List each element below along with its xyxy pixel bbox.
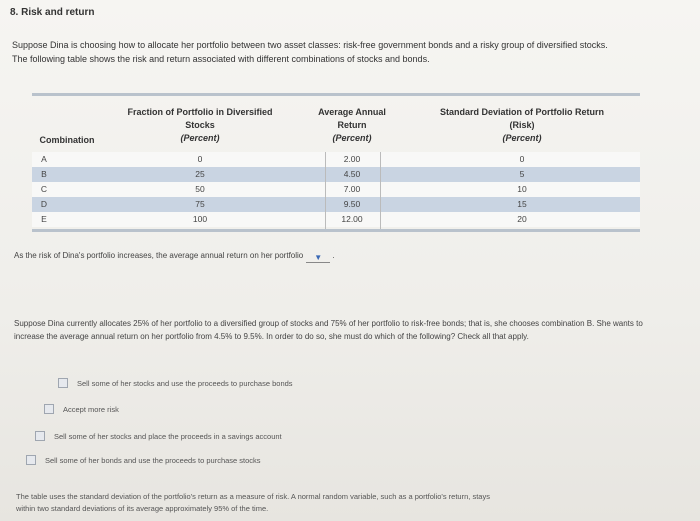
cell-combination: A — [41, 154, 47, 164]
footer-line-2: within two standard deviations of its average approximately 95% of the time. — [16, 504, 269, 513]
option-label: Accept more risk — [63, 404, 119, 414]
header-combination: Combination — [39, 135, 95, 145]
header-return — [302, 106, 402, 145]
return-trend-dropdown[interactable] — [306, 253, 330, 263]
table-header — [32, 96, 640, 152]
cell-sd: 10 — [517, 184, 527, 194]
cell-combination: C — [40, 184, 48, 194]
cell-combination: B — [41, 169, 47, 179]
header-fraction-line-1: Fraction of Portfolio in Diversified — [127, 107, 273, 117]
intro-line-2: The following table shows the risk and return associated with different combinations of stocks and bonds. — [12, 54, 430, 64]
cell-return: 9.50 — [343, 199, 361, 209]
footer-line-1: The table uses the standard deviation of the portfolio's return as a measure of risk. A normal random variable, such as a portfolio's return, stays — [16, 492, 490, 501]
option-checkbox[interactable] — [44, 404, 54, 414]
question-1-text: As the risk of Dina's portfolio increases, the average annual return on her portfolio — [14, 251, 304, 260]
header-sd-line-3: (Percent) — [502, 133, 542, 143]
option-checkbox[interactable] — [35, 431, 45, 441]
header-fraction-line-2: Stocks — [185, 120, 215, 130]
option-accept-more-risk[interactable] — [44, 404, 119, 414]
cell-sd: 0 — [519, 154, 525, 164]
option-sell-stocks-buy-bonds[interactable] — [58, 378, 293, 388]
cell-fraction: 100 — [192, 214, 208, 224]
header-fraction-line-3: (Percent) — [180, 133, 220, 143]
option-sell-stocks-savings[interactable] — [35, 431, 282, 441]
option-checkbox[interactable] — [58, 378, 68, 388]
option-label: Sell some of her stocks and use the proceeds to purchase bonds — [77, 378, 293, 388]
cell-fraction: 50 — [195, 184, 205, 194]
cell-return: 2.00 — [343, 154, 361, 164]
table-bottom-rule — [32, 229, 640, 232]
cell-sd: 15 — [517, 199, 527, 209]
chevron-down-icon: ▼ — [314, 253, 323, 262]
footer-note — [16, 491, 696, 515]
header-fraction — [112, 106, 288, 145]
header-return-line-3: (Percent) — [332, 133, 372, 143]
cell-fraction: 0 — [197, 154, 203, 164]
cell-combination: E — [41, 214, 47, 224]
intro-line-1: Suppose Dina is choosing how to allocate her portfolio between two asset classes: risk-free government bonds and a risky group of diversified stocks. — [12, 40, 608, 50]
cell-fraction: 25 — [195, 169, 205, 179]
cell-return: 12.00 — [341, 214, 363, 224]
risk-return-table — [32, 93, 640, 232]
page-title: 8. Risk and return — [10, 7, 95, 18]
header-sd-line-2: (Risk) — [509, 120, 535, 130]
option-checkbox[interactable] — [26, 455, 36, 465]
cell-fraction: 75 — [195, 199, 205, 209]
cell-sd: 5 — [519, 169, 525, 179]
header-return-line-2: Return — [337, 120, 367, 130]
option-label: Sell some of her stocks and place the proceeds in a savings account — [54, 431, 282, 441]
header-sd-line-1: Standard Deviation of Portfolio Return — [439, 107, 604, 117]
header-return-line-1: Average Annual — [318, 107, 386, 117]
option-sell-bonds-buy-stocks[interactable] — [26, 455, 261, 465]
cell-combination: D — [40, 199, 48, 209]
question-2-text: Suppose Dina currently allocates 25% of her portfolio to a diversified group of stocks and 75% of her portfolio to risk-free bonds; that is, she chooses combination B. She wants to increase the average annual return on her portfolio from 4.5% to 9.5%. In order to do so, she must do which of the following? Check all that apply. — [14, 319, 643, 341]
cell-sd: 20 — [517, 214, 527, 224]
intro-text — [12, 38, 682, 66]
return-column-outline — [325, 152, 381, 229]
cell-return: 4.50 — [343, 169, 361, 179]
option-label: Sell some of her bonds and use the proceeds to purchase stocks — [45, 455, 261, 465]
question-1: As the risk of Dina's portfolio increases, the average annual return on her portfolio ▼ . — [14, 251, 335, 262]
cell-return: 7.00 — [343, 184, 361, 194]
header-sd — [412, 106, 632, 145]
